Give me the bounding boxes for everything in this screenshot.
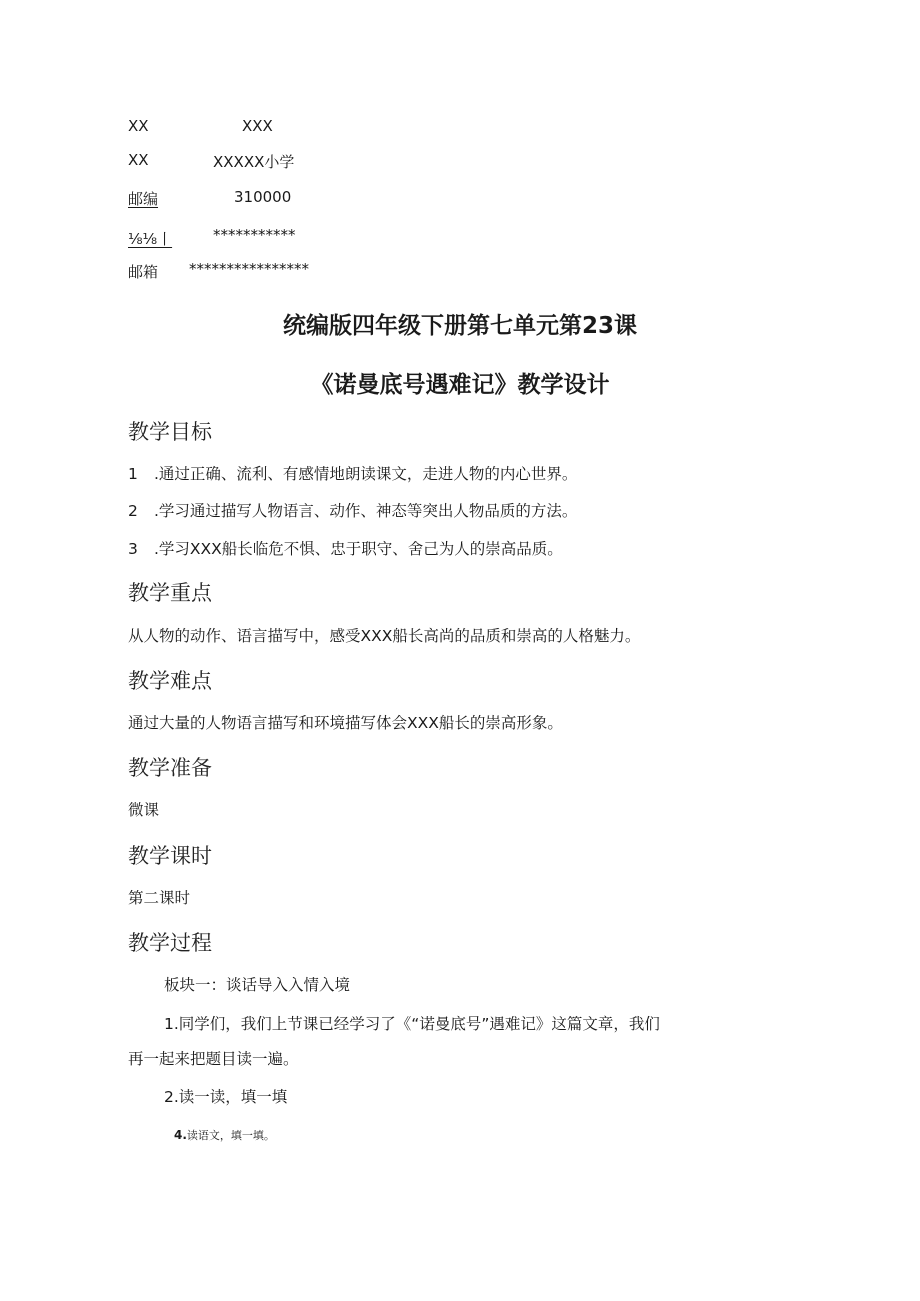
document-title-line2: 《诺曼底号遇难记》教学设计	[310, 372, 610, 398]
process-item1-line1: 1.同学们，我们上节课已经学习了《“诺曼底号”遇难记》这篇文章，我们	[164, 1015, 660, 1033]
prep-heading: 教学准备	[128, 756, 212, 780]
email-label: 邮箱	[128, 263, 159, 281]
goal-text: .通过正确、流利、有感情地朗读课文，走进人物的内心世界。	[154, 465, 578, 483]
difficulty-text: 通过大量的人物语言描写和环境描写体会XXX船长的崇高形象。	[128, 714, 563, 732]
goal-number: 3	[128, 540, 138, 558]
focus-heading: 教学重点	[128, 581, 212, 605]
school-value: XXXXX小学	[213, 153, 295, 171]
postcode-value: 310000	[234, 188, 292, 206]
phone-value: ***********	[213, 226, 296, 244]
goal-item-1	[128, 462, 577, 484]
embedded-small-text	[174, 1127, 275, 1143]
goal-item-2	[128, 499, 577, 521]
focus-text: 从人物的动作、语言描写中，感受XXX船长高尚的品质和崇高的人格魅力。	[128, 627, 641, 645]
prep-text: 微课	[128, 801, 160, 819]
phone-label: ⅛⅛丨	[128, 230, 173, 248]
process-heading: 教学过程	[128, 931, 212, 955]
small-text: 读语文，填一填。	[186, 1129, 275, 1142]
school-label: XX	[128, 151, 149, 169]
postcode-label: 邮编	[128, 190, 159, 208]
goal-item-3	[128, 537, 563, 559]
document-title-line1: 统编版四年级下册第七单元第23课	[282, 313, 637, 339]
difficulty-heading: 教学难点	[128, 669, 212, 693]
hours-heading: 教学课时	[128, 844, 212, 868]
process-item2: 2.读一读，填一填	[164, 1088, 288, 1106]
goal-text: .学习XXX船长临危不惧、忠于职守、舍己为人的崇高品质。	[154, 540, 563, 558]
email-value: ****************	[189, 260, 309, 278]
small-number: 4.	[174, 1128, 187, 1142]
goals-heading: 教学目标	[128, 420, 212, 444]
goal-number: 2	[128, 502, 138, 520]
name-value: XXX	[242, 117, 273, 135]
goal-text: .学习通过描写人物语言、动作、神态等突出人物品质的方法。	[154, 502, 578, 520]
name-label: XX	[128, 117, 149, 135]
process-item1-line2: 再一起来把题目读一遍。	[128, 1050, 299, 1068]
goal-number: 1	[128, 465, 138, 483]
hours-text: 第二课时	[128, 889, 191, 907]
process-block1: 板块一：谈话导入入情入境	[164, 976, 351, 994]
